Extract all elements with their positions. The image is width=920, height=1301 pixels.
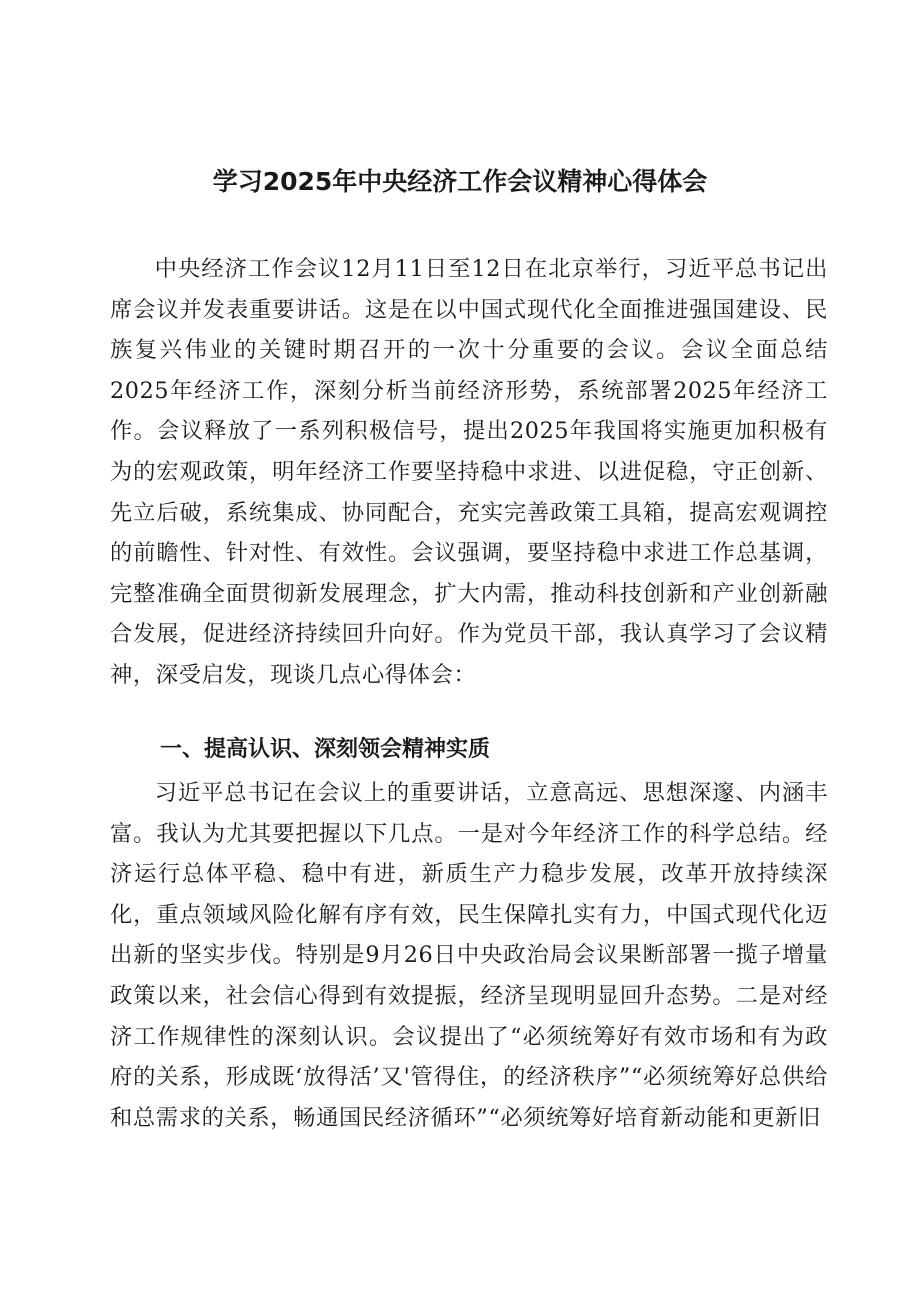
section-paragraph: 习近平总书记在会议上的重要讲话，立意高远、思想深邃、内涵丰富。我认为尤其要把握以下几点。一是对今年经济工作的科学总结。经济运行总体平稳、稳中有进，新质生产力稳步发展，改革开放持续深化，重点领域风险化解有序有效，民生保障扎实有力，中国式现代化迈出新的坚实步伐。特别是9月26日中央政治局会议果断部署一揽子增量政策以来，社会信心得到有效提振，经济呈现明显回升态势。二是对经济工作规律性的深刻认识。会议提出了“必须统筹好有效市场和有为政府的关系，形成既‘放得活’又'管得住，的经济秩序”“必须统筹好总供给和总需求的关系，畅通国民经济循环”“必须统筹好培育新动能和更新旧: [110, 780, 828, 1131]
document-title: 学习2025年中央经济工作会议精神心得体会: [212, 167, 708, 196]
intro-paragraph: 中央经济工作会议12月11日至12日在北京举行，习近平总书记出席会议并发表重要讲话。这是在以中国式现代化全面推进强国建设、民族复兴伟业的关键时期召开的一次十分重要的会议。会议全面总结2025年经济工作，深刻分析当前经济形势，系统部署2025年经济工作。会议释放了一系列积极信号，提出2025年我国将实施更加积极有为的宏观政策，明年经济工作要坚持稳中求进、以进促稳，守正创新、先立后破，系统集成、协同配合，充实完善政策工具箱，提高宏观调控的前瞻性、针对性、有效性。会议强调，要坚持稳中求进工作总基调，完整准确全面贯彻新发展理念，扩大内需，推动科技创新和产业创新融合发展，促进经济持续回升向好。作为党员干部，我认真学习了会议精神，深受启发，现谈几点心得体会：: [110, 256, 828, 688]
section-heading: 一、提高认识、深刻领会精神实质: [160, 737, 491, 762]
